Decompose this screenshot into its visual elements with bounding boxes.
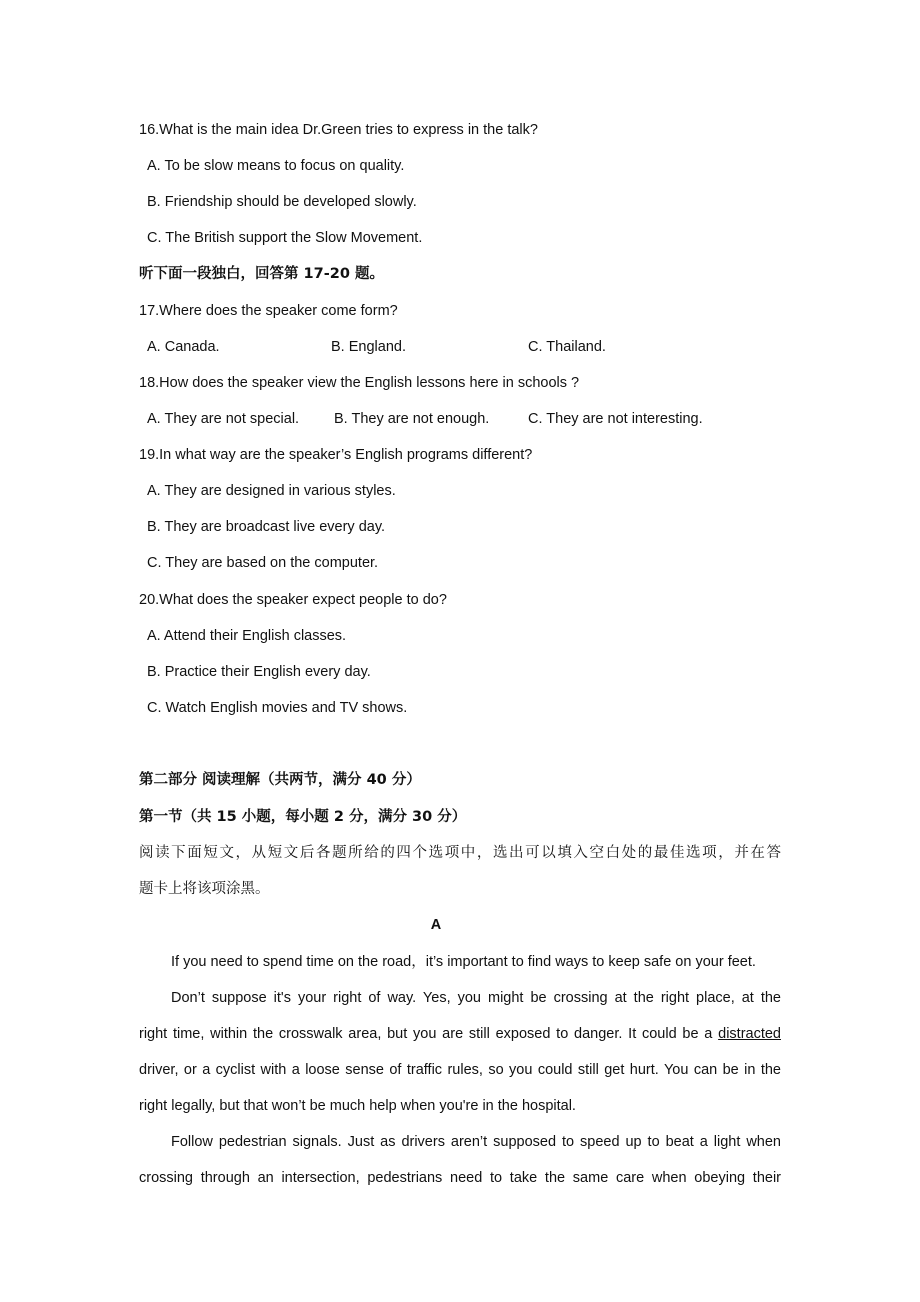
option-17c: C. Thailand.: [528, 339, 606, 355]
passage-p2-line4: right legally, but that won’t be much help when you're in the hospital.: [139, 1098, 576, 1114]
option-16a: A. To be slow means to focus on quality.: [147, 158, 405, 174]
underlined-word: distracted: [718, 1026, 781, 1042]
section1-title: 第一节（共 15 小题，每小题 2 分，满分 30 分）: [139, 809, 467, 825]
question-17: 17.Where does the speaker come form?: [139, 303, 398, 319]
passage-label: A: [430, 917, 442, 933]
section-heading-17-20: 听下面一段独白，回答第 17-20 题。: [139, 266, 384, 282]
option-20a: A. Attend their English classes.: [147, 628, 347, 644]
passage-p2-line3: driver, or a cyclist with a loose sense of traffic rules, so you could still get hurt. You can be in the: [139, 1062, 781, 1078]
question-18: 18.How does the speaker view the English lessons here in schools ?: [139, 375, 580, 391]
option-20c: C. Watch English movies and TV shows.: [147, 700, 408, 716]
option-17b: B. England.: [331, 339, 406, 355]
passage-p2-line2: [139, 1025, 781, 1043]
option-18b: B. They are not enough.: [334, 411, 490, 427]
question-19: 19.In what way are the speaker’s English programs different?: [139, 447, 533, 463]
passage-p3-line1: Follow pedestrian signals. Just as drivers aren’t supposed to speed up to beat a light when: [171, 1134, 781, 1150]
option-16c: C. The British support the Slow Movement.: [147, 230, 423, 246]
question-20: 20.What does the speaker expect people to do?: [139, 592, 447, 608]
option-19b: B. They are broadcast live every day.: [147, 519, 386, 535]
passage-p3-line2: crossing through an intersection, pedestrians need to take the same care when obeying their: [139, 1170, 781, 1186]
option-18a: A. They are not special.: [147, 411, 300, 427]
passage-p2-line2-text: right time, within the crosswalk area, but you are still exposed to danger. It could be a: [139, 1026, 719, 1042]
option-19c: C. They are based on the computer.: [147, 555, 379, 571]
instruction-line-1: 阅读下面短文，从短文后各题所给的四个选项中，选出可以填入空白处的最佳选项，并在答: [139, 845, 781, 861]
option-20b: B. Practice their English every day.: [147, 664, 371, 680]
passage-p1: If you need to spend time on the road，it’s important to find ways to keep safe on your feet.: [171, 954, 756, 970]
option-16b: B. Friendship should be developed slowly.: [147, 194, 417, 210]
option-19a: A. They are designed in various styles.: [147, 483, 396, 499]
option-18c: C. They are not interesting.: [528, 411, 703, 427]
option-17a: A. Canada.: [147, 339, 220, 355]
passage-p2-line1: Don’t suppose it's your right of way. Yes, you might be crossing at the right place, at the: [171, 990, 781, 1006]
part2-title: 第二部分 阅读理解（共两节，满分 40 分）: [139, 772, 421, 788]
question-16: 16.What is the main idea Dr.Green tries to express in the talk?: [139, 122, 538, 138]
instruction-line-2: 题卡上将该项涂黑。: [139, 881, 270, 897]
